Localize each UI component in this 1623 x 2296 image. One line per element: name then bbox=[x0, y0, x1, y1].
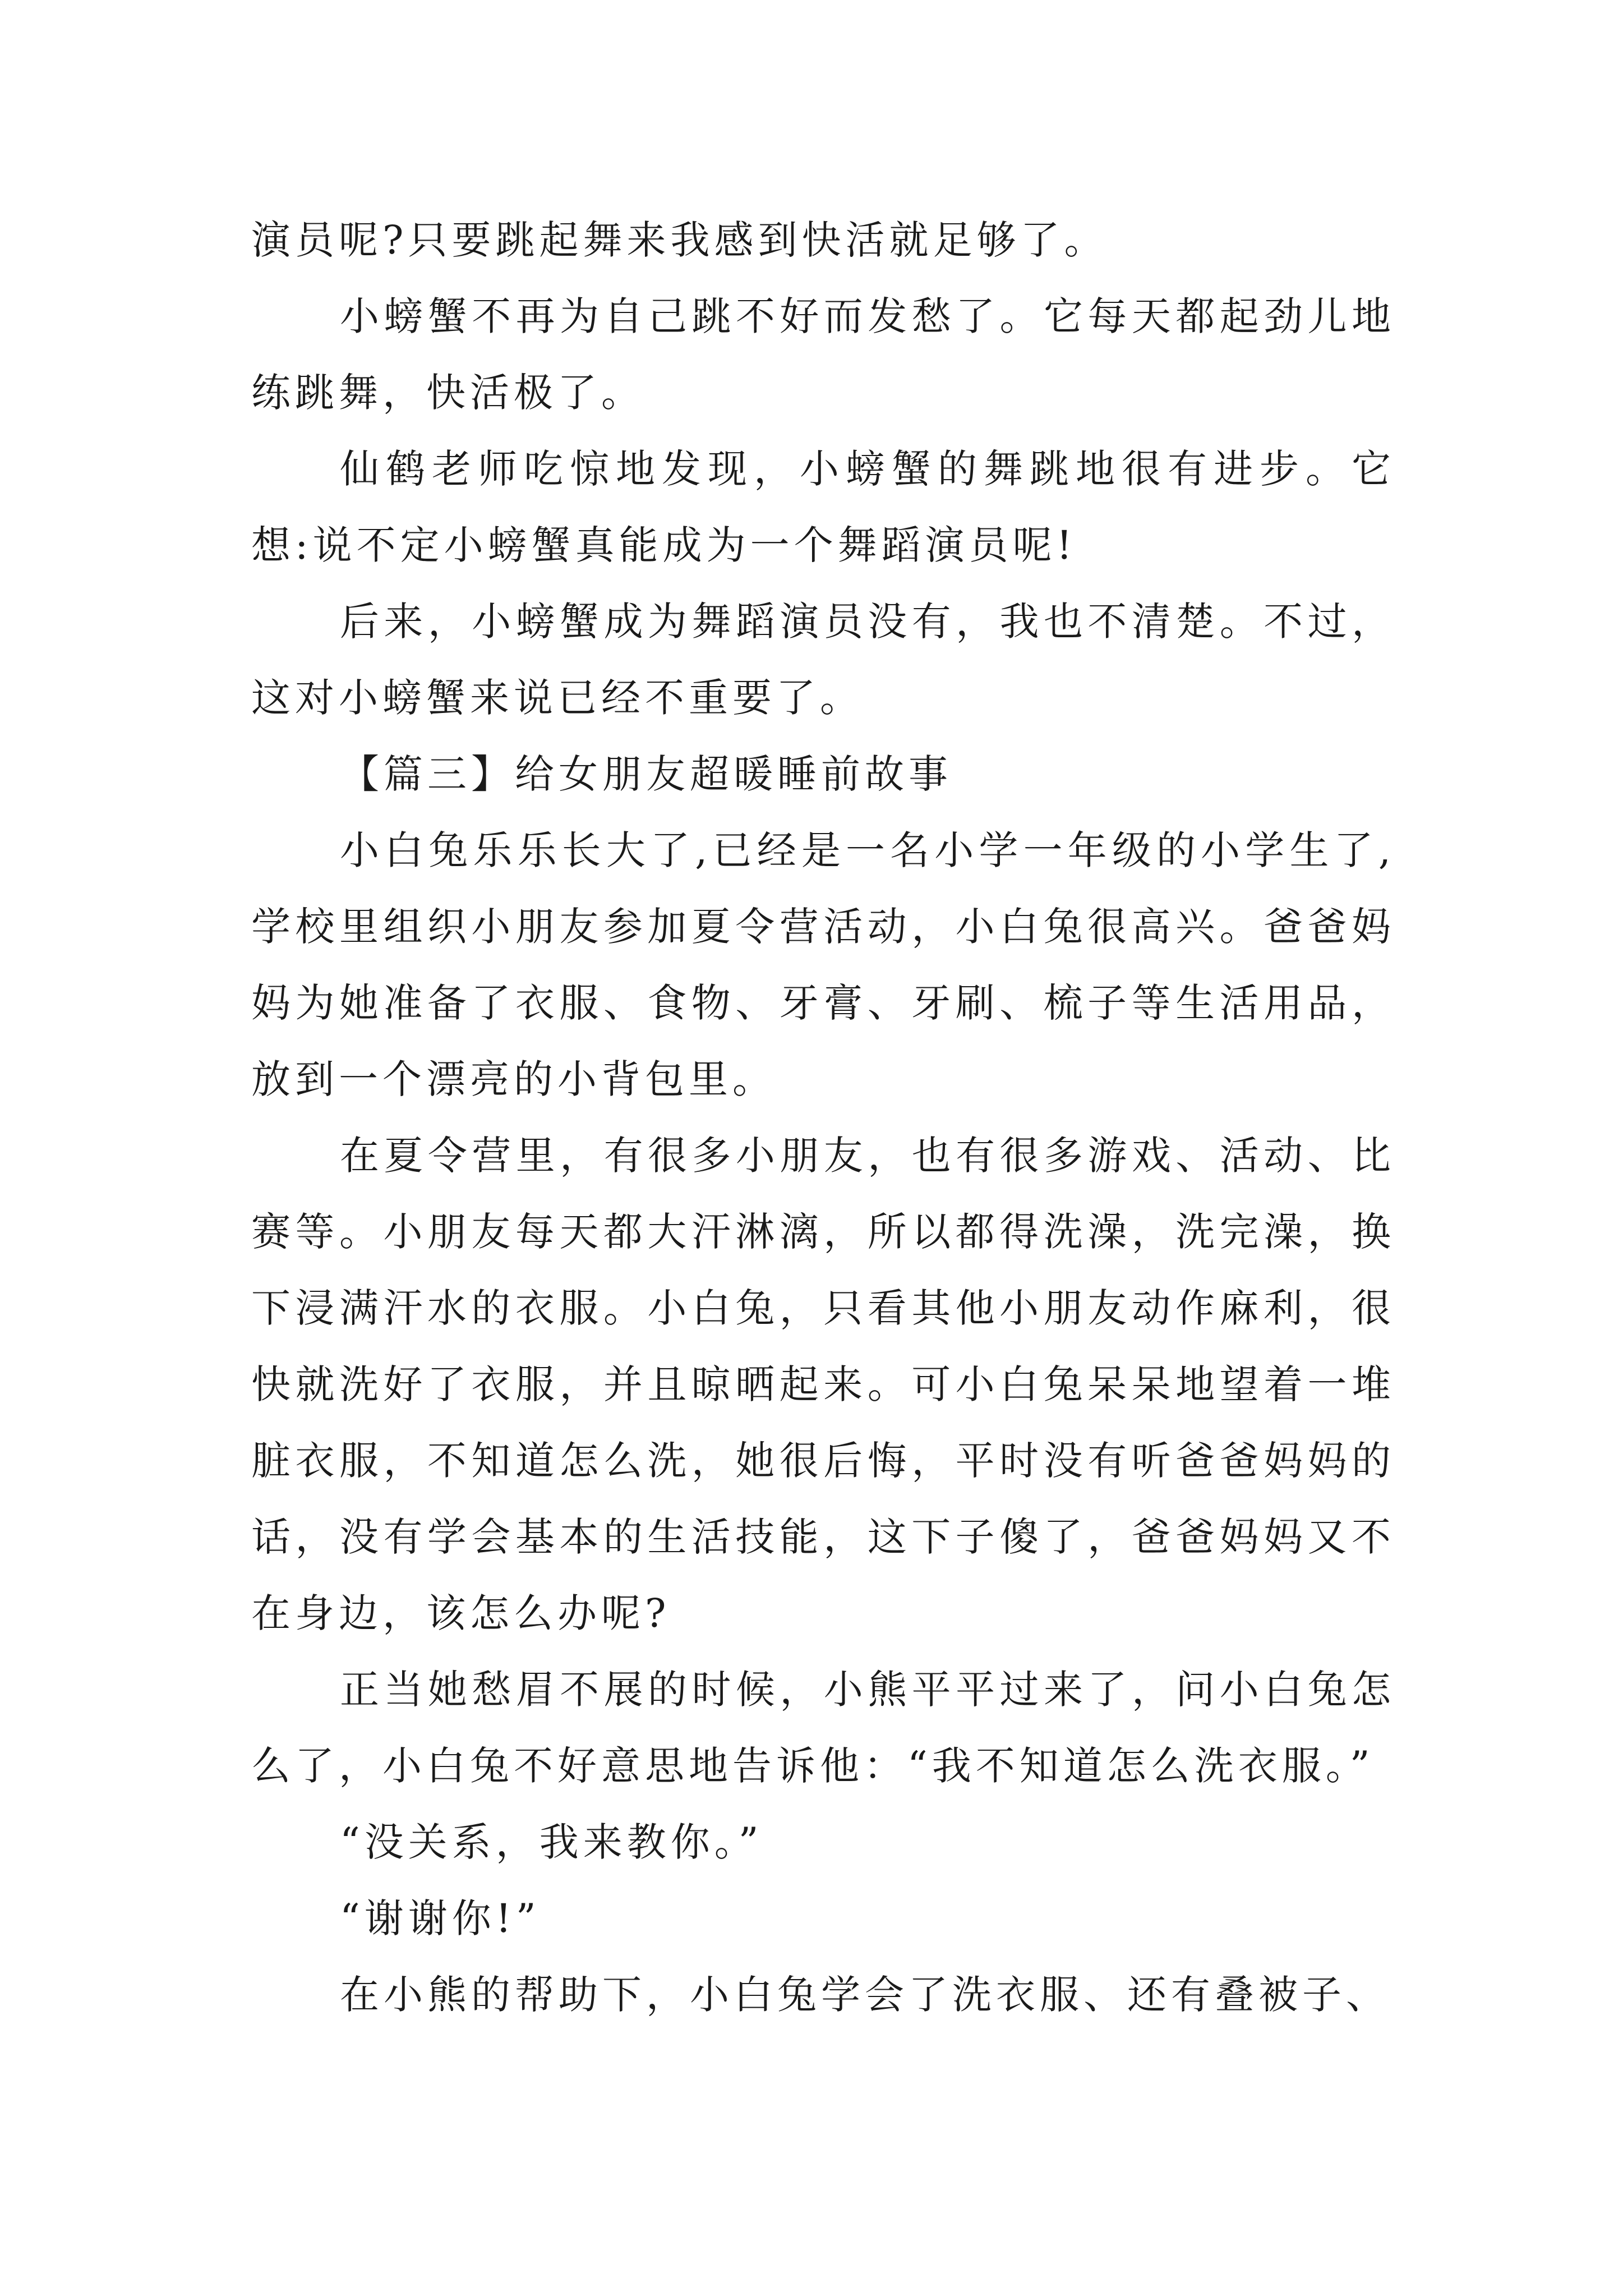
paragraph-9: “谢谢你!” bbox=[340, 1895, 541, 1941]
paragraph-6: 在夏令营里，有很多小朋友，也有很多游戏、活动、比赛等。小朋友每天都大汗淋漓，所以都得洗澡，洗完澡，换下浸满汗水的衣服。小白兔，只看其他小朋友动作麻利，很快就洗好了衣服，并且晾晒起来。可小白兔呆呆地望着一堆脏衣服，不知道怎么洗，她很后悔，平时没有听爸爸妈妈的话，没有学会基本的生活技能，这下子傻了，爸爸妈妈又不在身边，该怎么办呢? bbox=[251, 1133, 1395, 1636]
paragraph-7: 正当她愁眉不展的时候，小熊平平过来了，问小白兔怎么了，小白兔不好意思地告诉他：“我不知道怎么洗衣服。” bbox=[251, 1667, 1395, 1789]
section-heading: 【篇三】给女朋友超暖睡前故事 bbox=[340, 751, 952, 797]
paragraph-4: 后来，小螃蟹成为舞蹈演员没有，我也不清楚。不过，这对小螃蟹来说已经不重要了。 bbox=[251, 599, 1395, 721]
body-text bbox=[251, 202, 1395, 2033]
paragraph-1: 演员呢?只要跳起舞来我感到快活就足够了。 bbox=[251, 217, 1108, 263]
paragraph-8: “没关系，我来教你。” bbox=[340, 1819, 763, 1865]
paragraph-3: 仙鹤老师吃惊地发现，小螃蟹的舞跳地很有进步。它想:说不定小螃蟹真能成为一个舞蹈演员呢! bbox=[251, 446, 1395, 568]
paragraph-10: 在小熊的帮助下，小白兔学会了洗衣服、还有叠被子、 bbox=[340, 1972, 1390, 2018]
paragraph-2: 小螃蟹不再为自己跳不好而发愁了。它每天都起劲儿地练跳舞，快活极了。 bbox=[251, 293, 1395, 416]
paragraph-5: 小白兔乐乐长大了,已经是一名小学一年级的小学生了,学校里组织小朋友参加夏令营活动，小白兔很高兴。爸爸妈妈为她准备了衣服、食物、牙膏、牙刷、梳子等生活用品，放到一个漂亮的小背包里。 bbox=[251, 827, 1395, 1102]
